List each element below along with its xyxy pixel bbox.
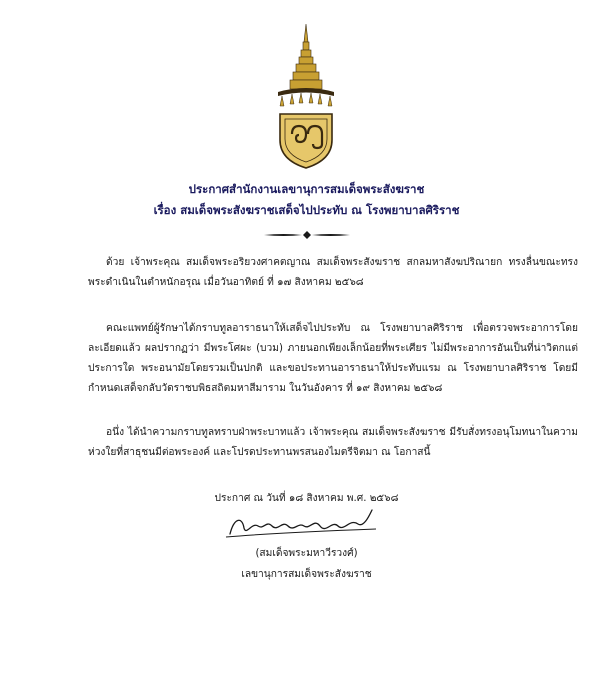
date-line: ประกาศ ณ วันที่ ๑๘ สิงหาคม พ.ศ. ๒๕๖๘	[214, 493, 399, 504]
title-line-2: เรื่อง สมเด็จพระสังฆราชเสด็จไปประทับ ณ โรงพยาบาลศิริราช	[153, 203, 460, 217]
paragraph-1: ด้วย เจ้าพระคุณ สมเด็จพระอริยวงศาคตญาณ สมเด็จพระสังฆราช สกลมหาสังฆปริณายก ทรงลื่นขณะทรงพระดำเนินในตำหนักอรุณ เมื่อวันอาทิตย์ ที่ ๑๗ สิงหาคม ๒๕๖๘	[88, 257, 578, 288]
signer-position: เลขานุการสมเด็จพระสังฆราช	[241, 569, 372, 580]
divider-ornament-icon	[262, 230, 352, 240]
title-line-1: ประกาศสำนักงานเลขานุการสมเด็จพระสังฆราช	[188, 182, 425, 196]
handwritten-signature-icon	[222, 504, 382, 544]
paragraph-3: อนึ่ง ได้นำความกราบทูลทราบฝ่าพระบาทแล้ว เจ้าพระคุณ สมเด็จพระสังฆราช มีรับสั่งทรงอนุโมทนาในความห่วงใยที่สาธุชนมีต่อพระองค์ และโปรดประทานพรสนองไมตรีจิตมา ณ โอกาสนี้	[88, 427, 578, 458]
supreme-patriarch-emblem-icon	[272, 22, 340, 172]
paragraph-2: คณะแพทย์ผู้รักษาได้กราบทูลอาราธนาให้เสด็จไปประทับ ณ โรงพยาบาลศิริราช เพื่อตรวจพระอาการโดยละเอียดแล้ว ผลปรากฏว่า มีพระโศผะ (บวม) ภายนอกเพียงเล็กน้อยที่พระเศียร ไม่มีพระอาการอันเป็นที่น่าวิตกแต่ประการใด พระอนามัยโดยรวมเป็นปกติ และขอประทานอาราธนาให้ประทับแรม ณ โรงพยาบาลศิริราช โดยมีกำหนดเสด็จกลับวัดราชบพิธสถิตมหาสีมาราม ในวันอังคาร ที่ ๑๙ สิงหาคม ๒๕๖๘	[88, 323, 578, 394]
signer-name: (สมเด็จพระมหาวีรวงศ์)	[255, 548, 358, 559]
